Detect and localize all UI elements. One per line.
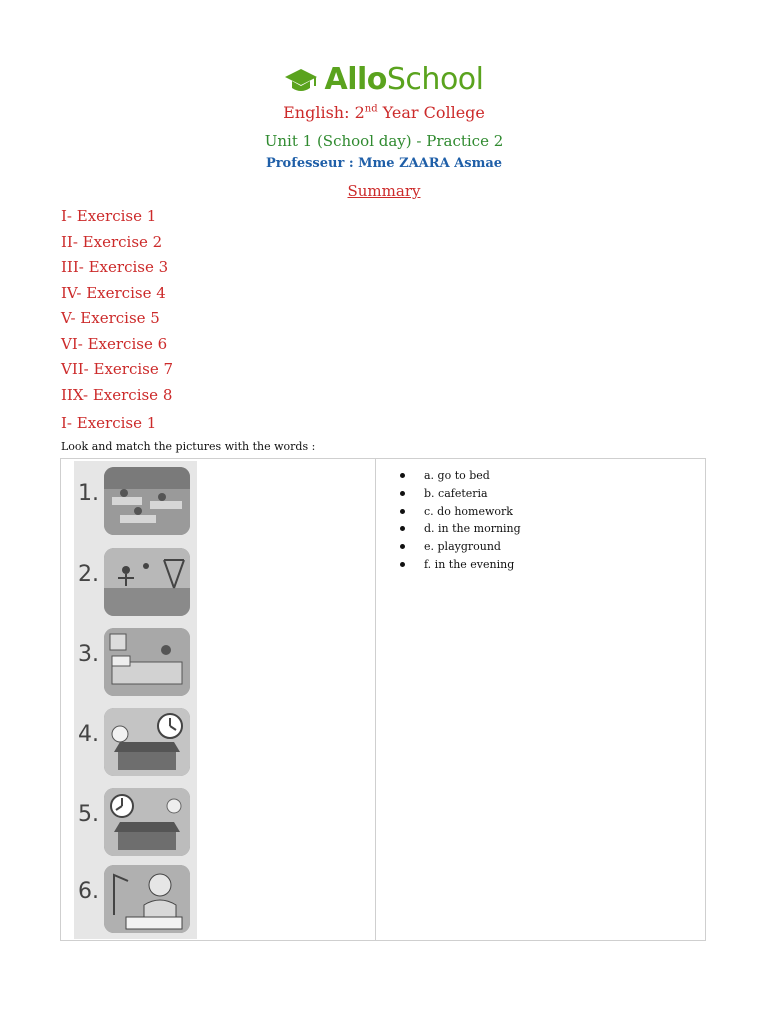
- summary-item[interactable]: IV- Exercise 4: [61, 283, 166, 302]
- word-list: [400, 469, 521, 576]
- summary-item[interactable]: II- Exercise 2: [61, 232, 163, 251]
- picture-row: [74, 544, 197, 622]
- list-item: f. in the evening: [400, 558, 521, 576]
- picture-row: [74, 861, 197, 939]
- list-item: a. go to bed: [400, 469, 521, 487]
- summary-item[interactable]: VI- Exercise 6: [61, 334, 168, 353]
- exercise-1-heading: I- Exercise 1: [61, 414, 157, 432]
- professor-name: Professeur : Mme ZAARA Asmae: [265, 156, 503, 171]
- picture-row: [74, 704, 197, 782]
- morning-picture: [104, 708, 190, 776]
- list-item: d. in the morning: [400, 522, 521, 540]
- pictures-column: [61, 459, 376, 940]
- picture-number: 1.: [78, 481, 99, 506]
- summary-heading: Summary: [347, 182, 421, 200]
- picture-number: 4.: [78, 722, 99, 747]
- bedroom-picture: [104, 628, 190, 696]
- summary-list: [61, 206, 173, 410]
- picture-number: 3.: [78, 642, 99, 667]
- exercise-instruction: Look and match the pictures with the words :: [61, 440, 316, 453]
- picture-row: [74, 784, 197, 862]
- picture-number: 5.: [78, 802, 99, 827]
- picture-row: [74, 463, 197, 541]
- words-column: [376, 459, 705, 940]
- exercise-table: [60, 458, 706, 941]
- list-item: b. cafeteria: [400, 487, 521, 505]
- summary-item[interactable]: V- Exercise 5: [61, 309, 160, 327]
- document-title: English: 2nd Year College: [283, 103, 485, 122]
- summary-item[interactable]: III- Exercise 3: [61, 258, 169, 276]
- summary-item[interactable]: I- Exercise 1: [61, 207, 157, 225]
- picture-number: 2.: [78, 562, 99, 587]
- playground-picture: [104, 548, 190, 616]
- summary-item[interactable]: IIX- Exercise 8: [61, 385, 173, 404]
- summary-item[interactable]: VII- Exercise 7: [61, 360, 174, 378]
- picture-strip: [74, 461, 197, 939]
- picture-row: [74, 624, 197, 702]
- graduation-cap-icon: [284, 65, 318, 95]
- list-item: e. playground: [400, 540, 521, 558]
- homework-picture: [104, 865, 190, 933]
- picture-number: 6.: [78, 879, 99, 904]
- list-item: c. do homework: [400, 505, 521, 523]
- alloschool-logo: [0, 62, 768, 97]
- unit-title: Unit 1 (School day) - Practice 2: [264, 132, 504, 150]
- cafeteria-picture: [104, 467, 190, 535]
- evening-picture: [104, 788, 190, 856]
- logo-text: AlloSchool: [324, 62, 484, 97]
